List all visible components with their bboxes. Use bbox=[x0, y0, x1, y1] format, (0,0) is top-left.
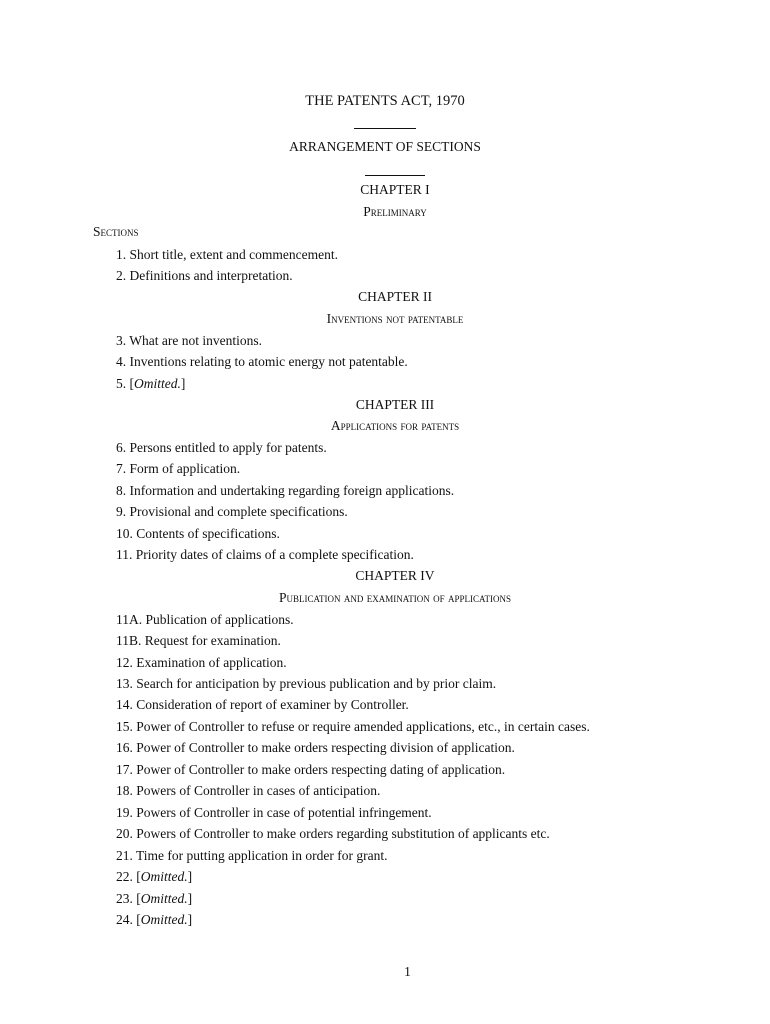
subtitle-rule bbox=[10, 165, 770, 180]
section-item-4: 4. Inventions relating to atomic energy not patentable. bbox=[116, 354, 408, 369]
chapter-4-subheading: Publication and examination of applications bbox=[278, 590, 511, 605]
document-subtitle: ARRANGEMENT OF SECTIONS bbox=[289, 139, 481, 154]
chapter-2-subheading: Inventions not patentable bbox=[326, 311, 464, 326]
section-item-20: 20. Powers of Controller to make orders regarding substitution of applicants etc. bbox=[116, 826, 550, 841]
section-item-7: 7. Form of application. bbox=[116, 461, 241, 476]
page-number: 1 bbox=[404, 964, 411, 979]
section-item-2: 2. Definitions and interpretation. bbox=[116, 268, 293, 283]
section-item-18: 18. Powers of Controller in cases of anticipation. bbox=[116, 783, 381, 798]
section-item-11b: 11B. Request for examination. bbox=[116, 633, 281, 648]
section-item-23: 23. [Omitted.] bbox=[116, 891, 193, 906]
chapter-3-heading: CHAPTER III bbox=[355, 397, 435, 412]
chapter-1-subheading: Preliminary bbox=[363, 204, 427, 219]
chapter-1-heading: CHAPTER I bbox=[360, 182, 430, 197]
chapter-3-subheading: Applications for patents bbox=[330, 418, 460, 433]
section-item-17: 17. Power of Controller to make orders respecting dating of application. bbox=[116, 762, 506, 777]
section-item-22: 22. [Omitted.] bbox=[116, 869, 193, 884]
section-item-24: 24. [Omitted.] bbox=[116, 912, 193, 927]
section-item-10: 10. Contents of specifications. bbox=[116, 526, 280, 541]
section-item-5: 5. [Omitted.] bbox=[116, 376, 186, 391]
section-item-14: 14. Consideration of report of examiner by Controller. bbox=[116, 697, 409, 712]
section-item-19: 19. Powers of Controller in case of potential infringement. bbox=[116, 805, 432, 820]
title-rule bbox=[0, 118, 770, 133]
chapter-2-heading: CHAPTER II bbox=[358, 289, 432, 304]
section-item-11: 11. Priority dates of claims of a complete specification. bbox=[116, 547, 414, 562]
document-title: THE PATENTS ACT, 1970 bbox=[305, 93, 465, 109]
section-item-3: 3. What are not inventions. bbox=[116, 333, 262, 348]
section-item-13: 13. Search for anticipation by previous publication and by prior claim. bbox=[116, 676, 497, 691]
section-item-9: 9. Provisional and complete specifications. bbox=[116, 504, 348, 519]
section-item-12: 12. Examination of application. bbox=[116, 655, 287, 670]
section-item-1: 1. Short title, extent and commencement. bbox=[116, 247, 338, 262]
section-item-16: 16. Power of Controller to make orders respecting division of application. bbox=[116, 740, 515, 755]
chapter-4-heading: CHAPTER IV bbox=[355, 568, 435, 583]
section-item-8: 8. Information and undertaking regarding foreign applications. bbox=[116, 483, 455, 498]
section-item-6: 6. Persons entitled to apply for patents. bbox=[116, 440, 327, 455]
section-item-15: 15. Power of Controller to refuse or require amended applications, etc., in certain cases. bbox=[116, 719, 590, 734]
section-item-21: 21. Time for putting application in order for grant. bbox=[116, 848, 388, 863]
section-item-11a: 11A. Publication of applications. bbox=[116, 612, 294, 627]
sections-label: Sections bbox=[93, 224, 139, 239]
